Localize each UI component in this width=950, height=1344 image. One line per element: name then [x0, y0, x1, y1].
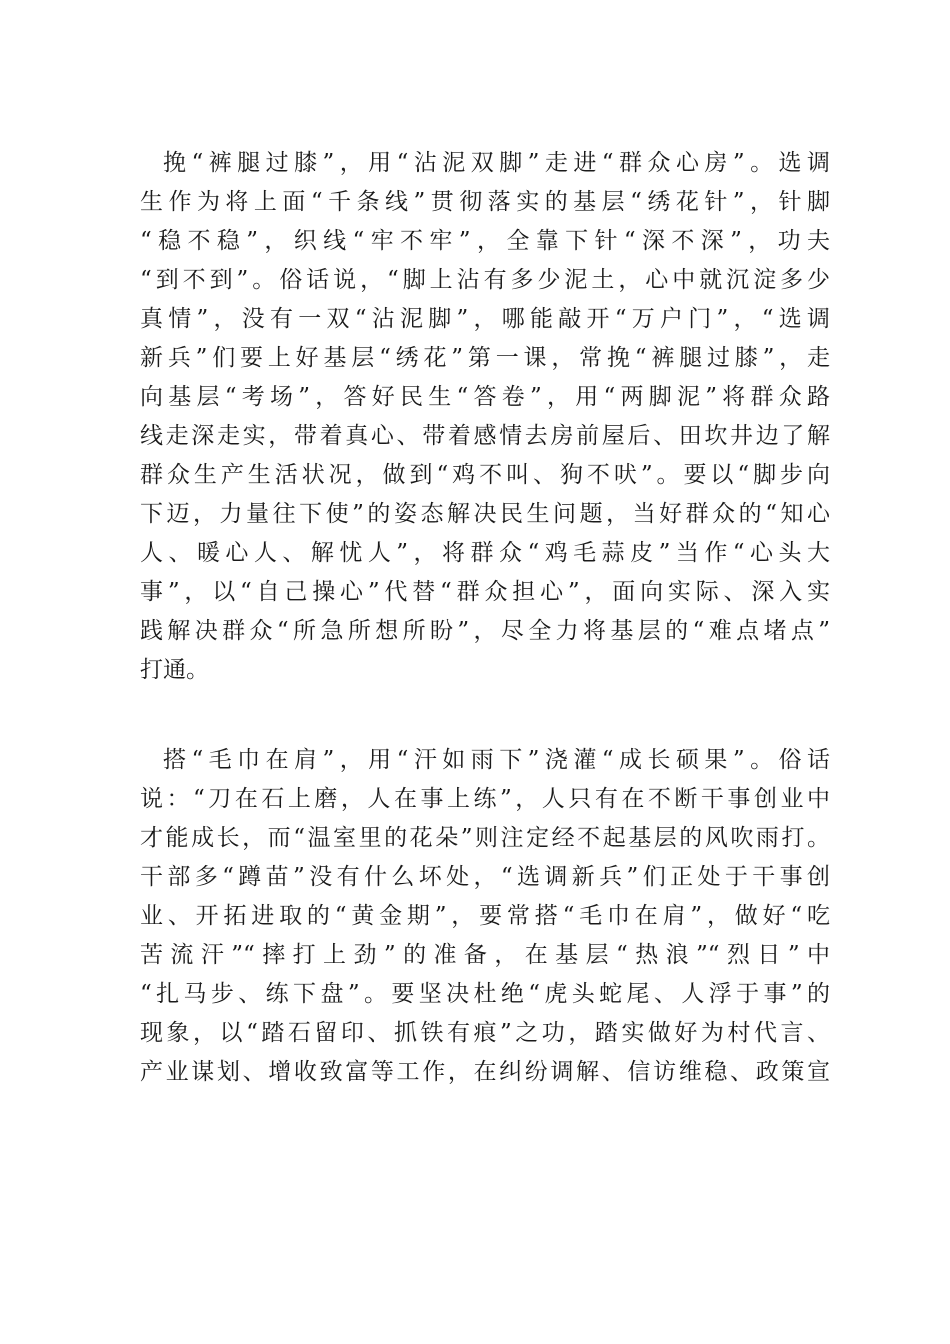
paragraph-line: “到不到”。俗话说，“脚上沾有多少泥土，心中就沉淀多少: [140, 267, 830, 293]
paragraph-line: 说：“刀在石上磨，人在事上练”，人只有在不断干事创业中: [140, 786, 830, 812]
paragraph-line: 线走深走实，带着真心、带着感情去房前屋后、田坎井边了解: [140, 423, 830, 449]
paragraph-line: 群众生产生活状况，做到“鸡不叫、狗不吠”。要以“脚步向: [140, 462, 830, 488]
paragraph-line: 挽“裤腿过膝”，用“沾泥双脚”走进“群众心房”。选调: [163, 150, 830, 176]
paragraph-line: 业、开拓进取的“黄金期”，要常搭“毛巾在肩”，做好“吃: [140, 903, 830, 929]
paragraph-line: 产业谋划、增收致富等工作，在纠纷调解、信访维稳、政策宣: [140, 1059, 830, 1085]
paragraph-line: 打通。: [140, 657, 209, 683]
paragraph-line: 搭“毛巾在肩”，用“汗如雨下”浇灌“成长硕果”。俗话: [163, 747, 830, 773]
paragraph-1: [140, 144, 830, 690]
paragraph-line: 向基层“考场”，答好民生“答卷”，用“两脚泥”将群众路: [140, 384, 830, 410]
paragraph-line: 现象，以“踏石留印、抓铁有痕”之功，踏实做好为村代言、: [140, 1020, 830, 1046]
paragraph-line: 践解决群众“所急所想所盼”，尽全力将基层的“难点堵点”: [140, 618, 830, 644]
paragraph-line: 生作为将上面“千条线”贯彻落实的基层“绣花针”，针脚: [140, 189, 830, 215]
paragraph-line: 新兵”们要上好基层“绣花”第一课，常挽“裤腿过膝”，走: [140, 345, 830, 371]
paragraph-line: 干部多“蹲苗”没有什么坏处，“选调新兵”们正处于干事创: [140, 864, 830, 890]
paragraph-line: “稳不稳”，织线“牢不牢”，全靠下针“深不深”，功夫: [140, 228, 830, 254]
paragraph-line: 人、暖心人、解忧人”，将群众“鸡毛蒜皮”当作“心头大: [140, 540, 830, 566]
paragraph-line: 真情”，没有一双“沾泥脚”，哪能敲开“万户门”，“选调: [140, 306, 830, 332]
paragraph-2: [140, 741, 830, 1092]
paragraph-line: “扎马步、练下盘”。要坚决杜绝“虎头蛇尾、人浮于事”的: [140, 981, 830, 1007]
paragraph-line: 下迈，力量往下使”的姿态解决民生问题，当好群众的“知心: [140, 501, 830, 527]
paragraph-line: 才能成长，而“温室里的花朵”则注定经不起基层的风吹雨打。: [140, 825, 830, 851]
paragraph-line: 苦流汗”“摔打上劲”的准备，在基层“热浪”“烈日”中: [140, 942, 830, 968]
paragraph-line: 事”，以“自己操心”代替“群众担心”，面向实际、深入实: [140, 579, 830, 605]
